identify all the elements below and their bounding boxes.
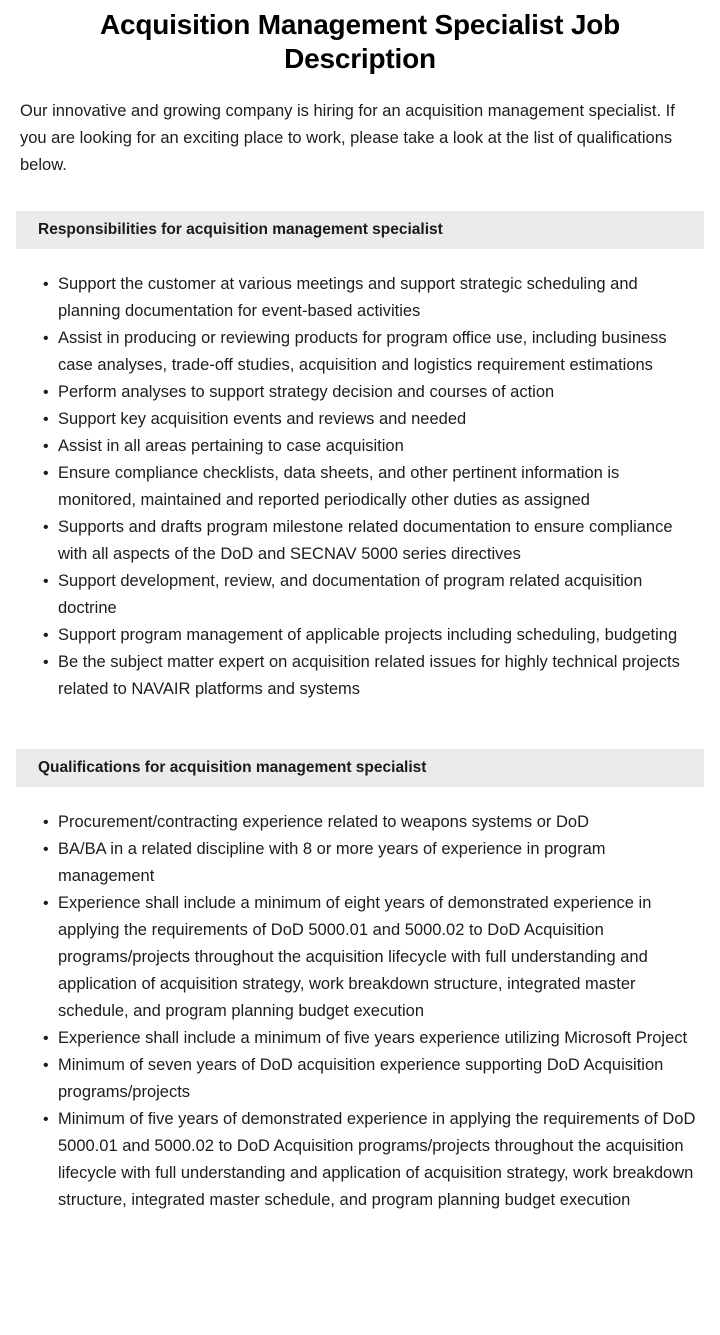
- list-item: [20, 406, 700, 433]
- list-tail: [0, 703, 720, 717]
- list-item-text: Support the customer at various meetings and support strategic scheduling and planning documentation for event-based activities: [58, 275, 638, 321]
- bullet-icon: •: [43, 841, 49, 859]
- responsibilities-list: [0, 249, 720, 703]
- bullet-icon: •: [43, 519, 49, 537]
- section-heading-qualifications: Qualifications for acquisition management specialist: [16, 749, 704, 787]
- list-item: [20, 809, 700, 836]
- section-responsibilities: [0, 179, 720, 717]
- list-item-text: Be the subject matter expert on acquisition related issues for highly technical projects related to NAVAIR platforms and systems: [58, 653, 680, 699]
- section-spacer: [0, 179, 720, 211]
- list-item-text: Procurement/contracting experience related to weapons systems or DoD: [58, 813, 590, 832]
- list-item-text: Support development, review, and documentation of program related acquisition doctrine: [58, 572, 643, 618]
- list-item: [20, 649, 700, 703]
- list-item: [20, 433, 700, 460]
- list-item: [20, 1106, 700, 1214]
- bullet-icon: •: [43, 895, 49, 913]
- list-item: [20, 1052, 700, 1106]
- bullet-icon: •: [43, 814, 49, 832]
- bullet-icon: •: [43, 438, 49, 456]
- list-item: [20, 379, 700, 406]
- bullet-icon: •: [43, 411, 49, 429]
- section-spacer: [0, 717, 720, 749]
- bullet-icon: •: [43, 654, 49, 672]
- qualifications-list: [0, 787, 720, 1214]
- bullet-icon: •: [43, 1057, 49, 1075]
- bullet-icon: •: [43, 1111, 49, 1129]
- list-item: [20, 890, 700, 1025]
- bullet-icon: •: [43, 330, 49, 348]
- list-item: [20, 460, 700, 514]
- list-item: [20, 836, 700, 890]
- list-item-text: Minimum of five years of demonstrated experience in applying the requirements of DoD 5000.01 and 5000.02 to DoD Acquisition programs/projects throughout the acquisition lifecycle with full understanding and application of acquisition strategy, work breakdown structure, integrated master schedule, and program planning budget execution: [58, 1110, 696, 1210]
- bullet-icon: •: [43, 573, 49, 591]
- list-item-text: Assist in all areas pertaining to case acquisition: [58, 437, 404, 456]
- list-item: [20, 514, 700, 568]
- section-heading-responsibilities: Responsibilities for acquisition management specialist: [16, 211, 704, 249]
- list-item-text: Support program management of applicable projects including scheduling, budgeting: [58, 626, 678, 645]
- list-item-text: Experience shall include a minimum of five years experience utilizing Microsoft Project: [58, 1029, 688, 1048]
- list-item: [20, 271, 700, 325]
- list-item-text: Minimum of seven years of DoD acquisition experience supporting DoD Acquisition programs/projects: [58, 1056, 664, 1102]
- list-item: [20, 622, 700, 649]
- list-item-text: Support key acquisition events and reviews and needed: [58, 410, 467, 429]
- list-item: [20, 325, 700, 379]
- intro-paragraph: Our innovative and growing company is hiring for an acquisition management specialist. If you are looking for an exciting place to work, please take a look at the list of qualifications below.: [20, 102, 675, 175]
- list-item-text: BA/BA in a related discipline with 8 or more years of experience in program management: [58, 840, 606, 886]
- list-item-text: Ensure compliance checklists, data sheets, and other pertinent information is monitored, maintained and reported periodically other duties as assigned: [58, 464, 620, 510]
- bullet-icon: •: [43, 384, 49, 402]
- list-item-text: Experience shall include a minimum of eight years of demonstrated experience in applying the requirements of DoD 5000.01 and 5000.02 to DoD Acquisition programs/projects throughout the acquisition lifecycle with full understanding and application of acquisition strategy, work breakdown structure, integrated master schedule, and program planning budget execution: [58, 894, 652, 1021]
- bullet-icon: •: [43, 465, 49, 483]
- list-item: [20, 568, 700, 622]
- page-title: Acquisition Management Specialist Job Description: [99, 9, 621, 75]
- bullet-icon: •: [43, 627, 49, 645]
- bullet-icon: •: [43, 1030, 49, 1048]
- bullet-icon: •: [43, 276, 49, 294]
- list-item-text: Supports and drafts program milestone related documentation to ensure compliance with all aspects of the DoD and SECNAV 5000 series directives: [58, 518, 673, 564]
- list-item-text: Assist in producing or reviewing products for program office use, including business case analyses, trade-off studies, acquisition and logistics requirement estimations: [58, 329, 667, 375]
- list-item-text: Perform analyses to support strategy decision and courses of action: [58, 383, 555, 402]
- list-item: [20, 1025, 700, 1052]
- section-qualifications: [0, 717, 720, 1244]
- bottom-padding: [0, 1214, 720, 1244]
